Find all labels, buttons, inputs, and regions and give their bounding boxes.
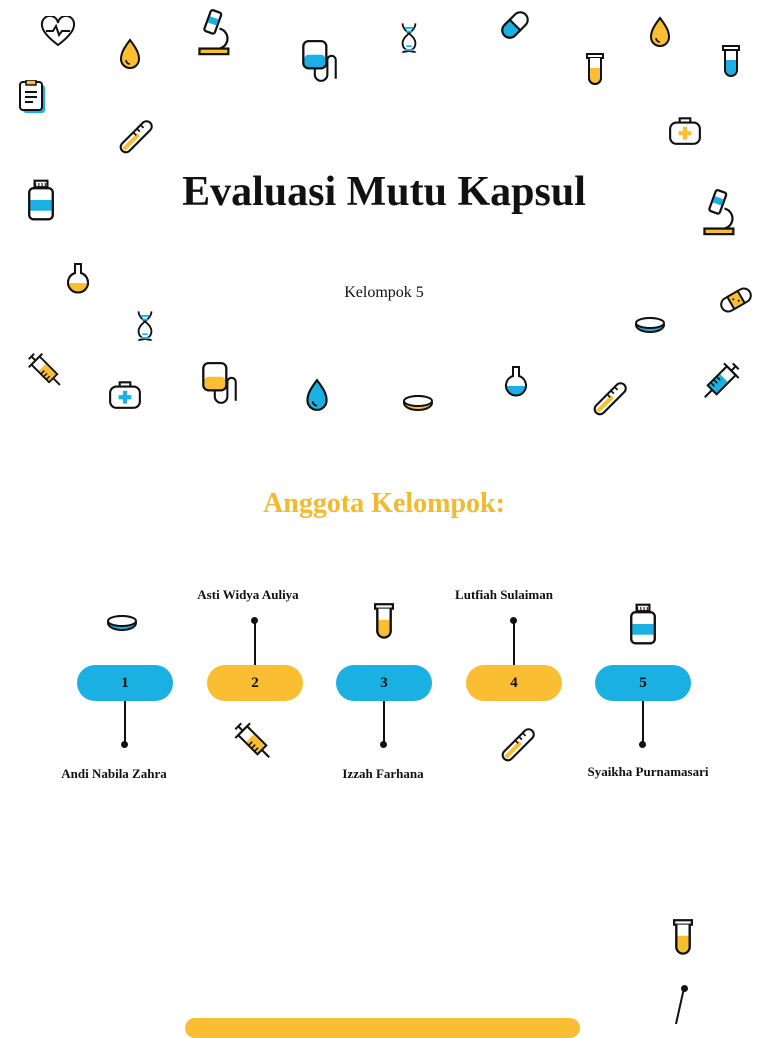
thermometer-icon xyxy=(110,114,158,164)
test-tube-icon xyxy=(670,918,696,958)
thermometer-icon xyxy=(492,722,540,772)
member-number-5: 5 xyxy=(595,665,691,701)
bottom-bar xyxy=(185,1018,580,1038)
member-name-3: Izzah Farhana xyxy=(342,766,424,781)
section-title: Anggota Kelompok: xyxy=(263,488,505,519)
first-aid-kit-icon xyxy=(668,114,702,146)
test-tube-icon xyxy=(372,602,396,642)
member-number-3: 3 xyxy=(336,665,432,701)
connector-dot xyxy=(639,741,646,748)
test-tube-icon xyxy=(584,52,606,88)
drop-icon xyxy=(304,378,330,412)
member-name-5: Syaikha Purnamasari xyxy=(587,764,709,779)
connector-line xyxy=(254,622,256,665)
syringe-icon xyxy=(696,356,746,406)
tablet-icon xyxy=(634,314,666,336)
member-number-4: 4 xyxy=(466,665,562,701)
first-aid-kit-icon xyxy=(108,378,142,410)
member-number-2: 2 xyxy=(207,665,303,701)
connector-dot xyxy=(510,617,517,624)
dna-icon xyxy=(134,308,156,344)
connector-line xyxy=(672,988,688,1024)
flask-icon xyxy=(502,364,530,398)
connector-line xyxy=(124,701,126,743)
tablet-icon xyxy=(106,612,138,634)
page-subtitle: Kelompok 5 xyxy=(344,284,424,301)
connector-dot xyxy=(251,617,258,624)
syringe-icon xyxy=(228,716,278,766)
heart-monitor-icon xyxy=(40,16,76,48)
medicine-bottle-icon xyxy=(628,602,658,646)
connector-dot xyxy=(380,741,387,748)
member-name-4: Lutfiah Sulaiman xyxy=(455,587,553,602)
member-name-2: Asti Widya Auliya xyxy=(197,587,299,602)
microscope-icon xyxy=(195,8,235,58)
connector-dot xyxy=(121,741,128,748)
drop-icon xyxy=(118,38,142,70)
clipboard-icon xyxy=(18,80,48,116)
connector-line xyxy=(383,701,385,743)
connector-line xyxy=(513,622,515,665)
syringe-icon xyxy=(22,344,68,396)
capsule-icon xyxy=(498,8,532,42)
member-name-1: Andi Nabila Zahra xyxy=(61,766,167,781)
dna-icon xyxy=(398,20,420,56)
thermometer-icon xyxy=(584,376,632,426)
drop-icon xyxy=(648,16,672,48)
test-tube-icon xyxy=(720,44,742,80)
member-number-1: 1 xyxy=(77,665,173,701)
connector-line xyxy=(642,701,644,743)
tablet-icon xyxy=(402,392,434,414)
page-title: Evaluasi Mutu Kapsul xyxy=(182,169,586,215)
iv-bag-icon xyxy=(300,38,338,84)
iv-bag-icon xyxy=(200,360,238,406)
